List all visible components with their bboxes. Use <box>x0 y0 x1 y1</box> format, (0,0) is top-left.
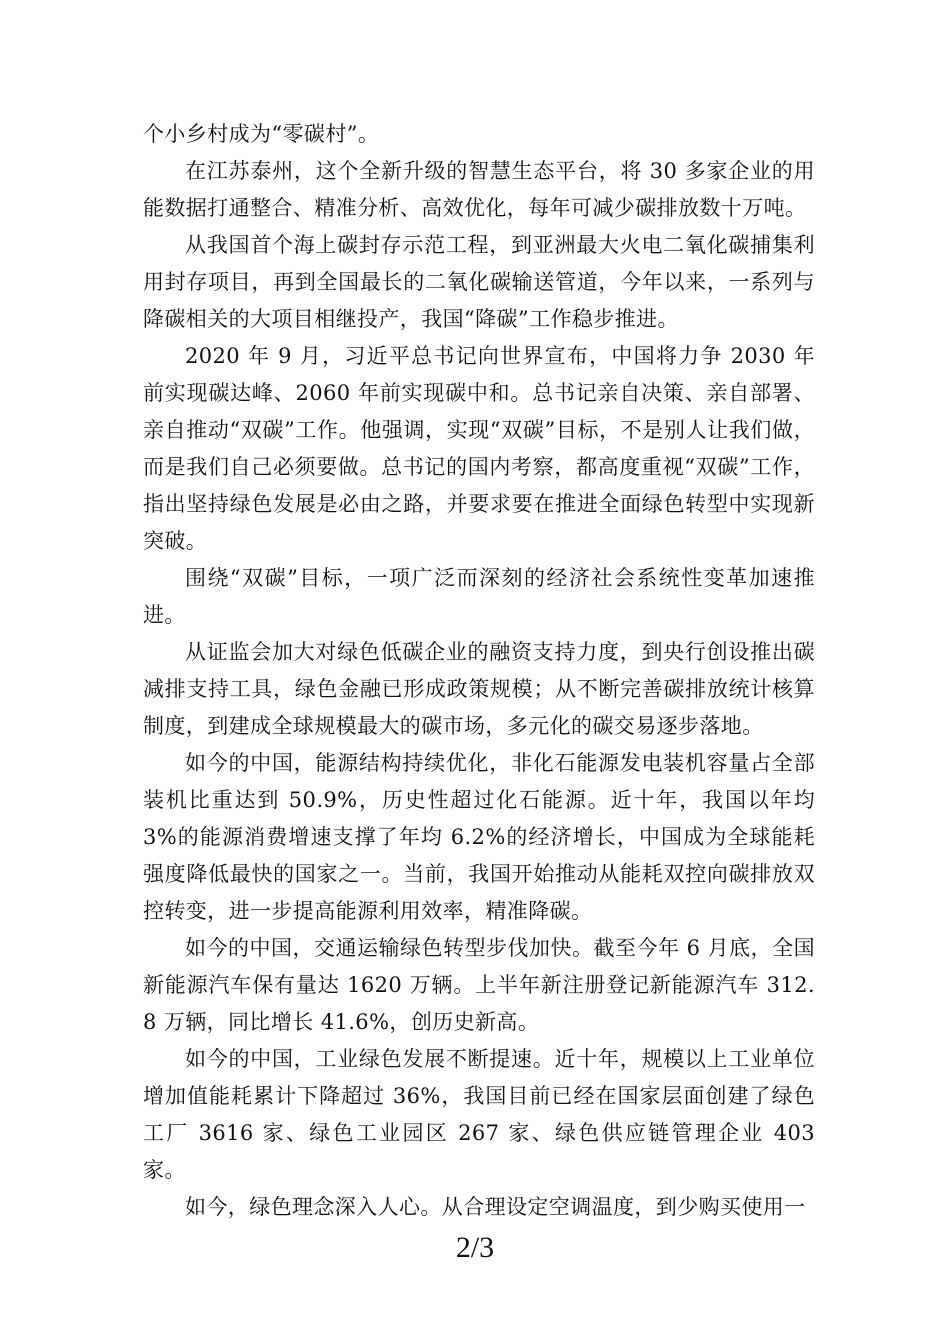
paragraph: 在江苏泰州，这个全新升级的智慧生态平台，将 30 多家企业的用能数据打通整合、精准分析、高效优化，每年可减少碳排放数十万吨。 <box>143 159 815 220</box>
paragraph: 从我国首个海上碳封存示范工程，到亚洲最大火电二氧化碳捕集利用封存项目，再到全国最长的二氧化碳输送管道，今年以来，一系列与降碳相关的大项目相继投产，我国“降碳”工作稳步推进。 <box>143 233 815 331</box>
paragraph: 从证监会加大对绿色低碳企业的融资支持力度，到央行创设推出碳减排支持工具，绿色金融已形成政策规模；从不断完善碳排放统计核算制度，到建成全球规模最大的碳市场，多元化的碳交易逐步落地。 <box>143 640 815 738</box>
paragraph: 如今的中国，能源结构持续优化，非化石能源发电装机容量占全部装机比重达到 50.9%，历史性超过化石能源。近十年，我国以年均 3%的能源消费增速支撑了年均 6.2%的经济增长，中国成为全球能耗强度降低最快的国家之一。当前，我国开始推动从能耗双控向碳排放双控转变，进一步提高能源利用效率，精准降碳。 <box>143 751 815 923</box>
paragraph: 2020 年 9 月，习近平总书记向世界宣布，中国将力争 2030 年前实现碳达峰、2060 年前实现碳中和。总书记亲自决策、亲自部署、亲自推动“双碳”工作。他强调，实现“双碳”目标，不是别人让我们做，而是我们自己必须要做。总书记的国内考察，都高度重视“双碳”工作，指出坚持绿色发展是必由之路，并要求要在推进全面绿色转型中实现新突破。 <box>143 344 815 553</box>
paragraph: 如今的中国，交通运输绿色转型步伐加快。截至今年 6 月底，全国新能源汽车保有量达 1620 万辆。上半年新注册登记新能源汽车 312.8 万辆，同比增长 41.6%，创历史新高。 <box>143 936 815 1034</box>
paragraph: 围绕“双碳”目标，一项广泛而深刻的经济社会系统性变革加速推进。 <box>143 566 815 627</box>
page-number: 2/3 <box>455 1231 495 1264</box>
paragraph: 如今，绿色理念深入人心。从合理设定空调温度，到少购买使用一 <box>185 1195 806 1219</box>
paragraph: 个小乡村成为“零碳村”。 <box>143 122 380 146</box>
body-text <box>143 116 815 1226</box>
paragraph: 如今的中国，工业绿色发展不断提速。近十年，规模以上工业单位增加值能耗累计下降超过 36%，我国目前已经在国家层面创建了绿色工厂 3616 家、绿色工业园区 267 家、绿色供应链管理企业 403 家。 <box>143 1047 815 1182</box>
